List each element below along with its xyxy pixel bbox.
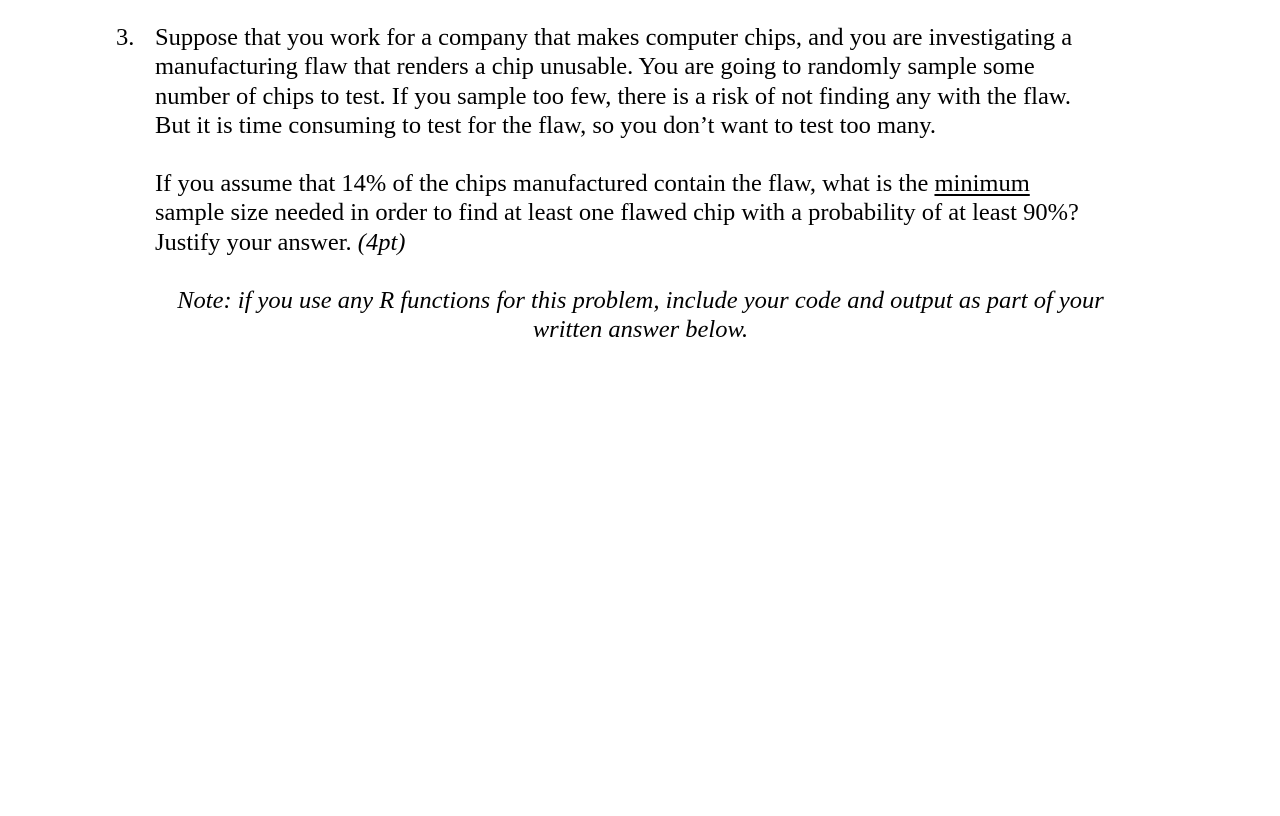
justify-text: Justify your answer. <box>155 228 358 256</box>
note-line-1: Note: if you use any R functions for this problem, include your code and output as part of your <box>177 287 1104 315</box>
answer-area[interactable] <box>155 350 1115 790</box>
intro-line-2: manufacturing flaw that renders a chip unusable. You are going to randomly sample some <box>155 53 1035 81</box>
prompt-line-2: sample size needed in order to find at least one flawed chip with a probability of at least 90%? <box>155 199 1079 227</box>
prompt-line-1-text: If you assume that 14% of the chips manufactured contain the flaw, what is the <box>155 170 935 198</box>
intro-line-1: Suppose that you work for a company that makes computer chips, and you are investigating a <box>155 24 1073 51</box>
prompt-line-1 <box>155 169 1126 198</box>
points-label: (4pt) <box>357 228 406 256</box>
question-number: 3. <box>116 24 135 51</box>
question-3 <box>116 23 1126 345</box>
intro-line-3: number of chips to test. If you sample too few, there is a risk of not finding any with the flaw. <box>155 82 1072 110</box>
note-line-2: written answer below. <box>532 316 749 344</box>
question-intro <box>155 23 1126 140</box>
minimum-emphasis: minimum <box>934 170 1030 198</box>
prompt-line-3 <box>155 228 1126 257</box>
r-functions-note <box>155 286 1126 345</box>
question-body <box>155 23 1126 345</box>
intro-line-4: But it is time consuming to test for the flaw, so you don’t want to test too many. <box>155 111 936 139</box>
question-prompt <box>155 169 1126 257</box>
